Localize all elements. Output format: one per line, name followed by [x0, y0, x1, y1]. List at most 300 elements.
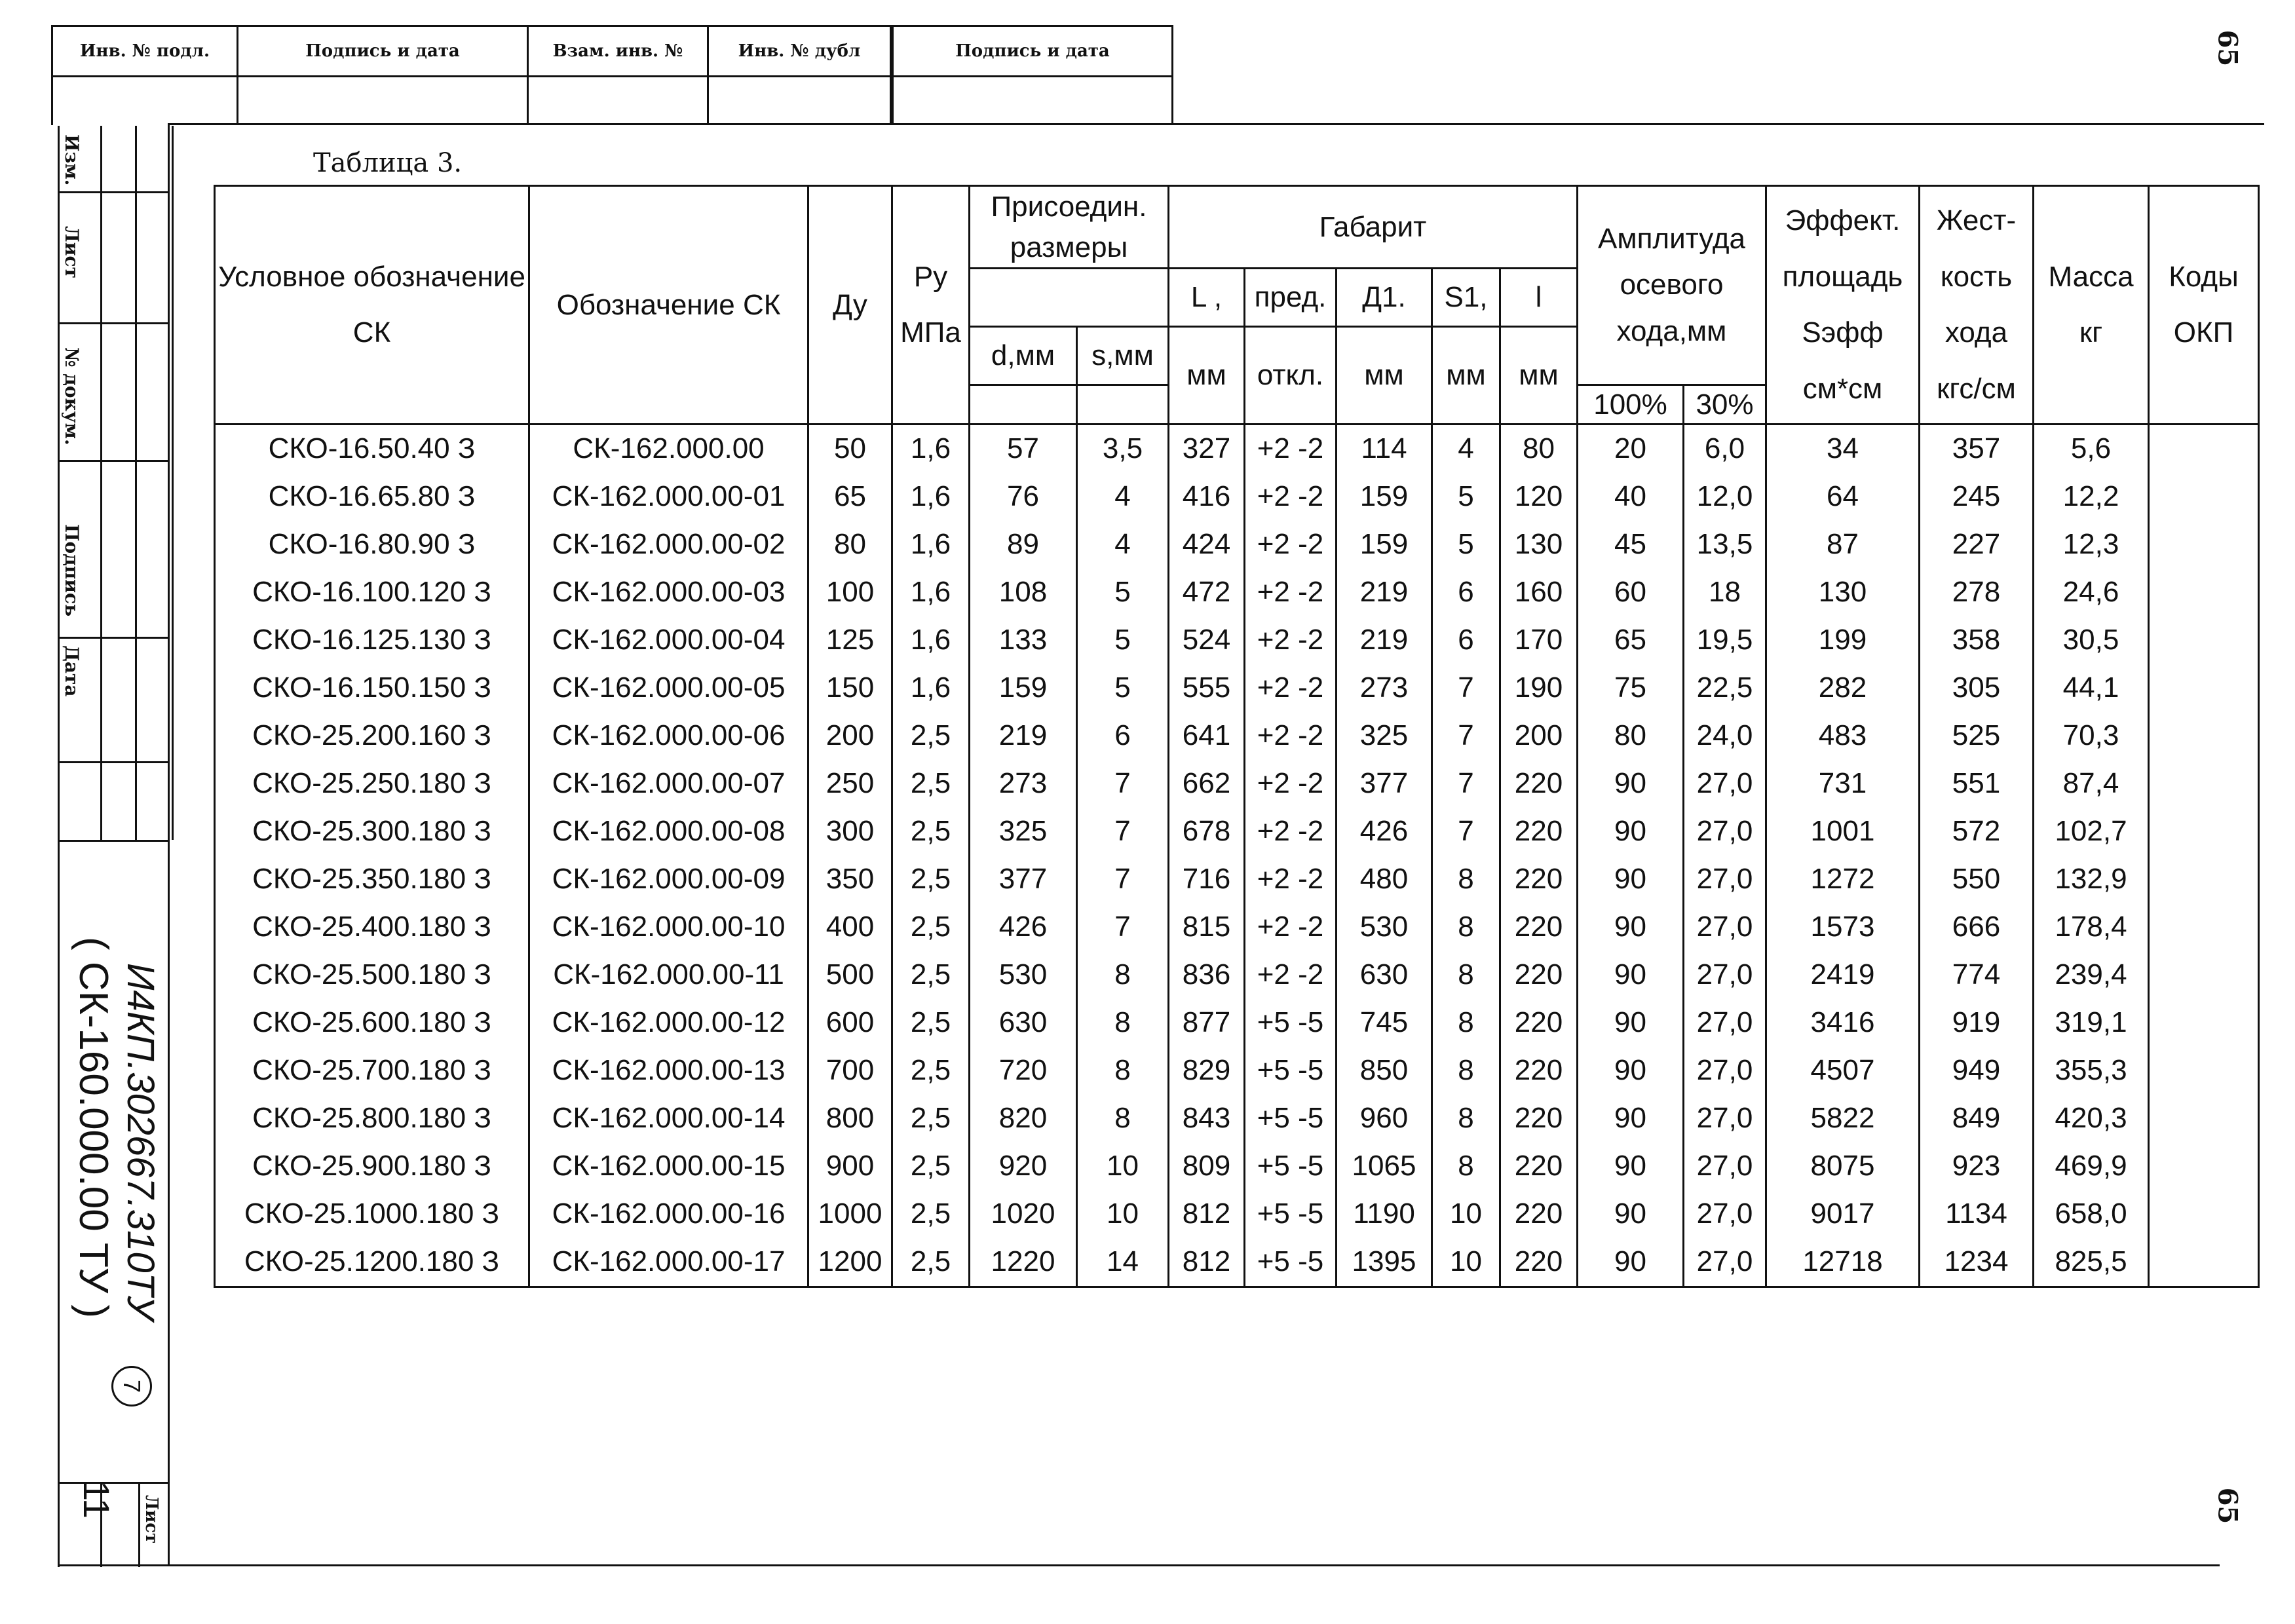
cell-mass: 12,2 — [2034, 473, 2149, 521]
cell-du: 250 — [808, 760, 892, 808]
cell-l: 220 — [1500, 999, 1578, 1047]
cell-okp — [2149, 760, 2259, 808]
cell-amp30: 27,0 — [1684, 1142, 1766, 1190]
cell-designation: СК-162.000.00-01 — [529, 473, 808, 521]
cell-du: 100 — [808, 569, 892, 616]
cell-stiffness: 550 — [1920, 856, 2034, 903]
cell-stiffness: 358 — [1920, 616, 2034, 664]
cell-S1: 7 — [1432, 760, 1500, 808]
cell-name: СКО-25.700.180 З — [215, 1047, 529, 1095]
cell-l: 200 — [1500, 712, 1578, 760]
side-label-list: Лист — [61, 226, 83, 278]
cell-py: 2,5 — [892, 712, 970, 760]
cell-L: 641 — [1169, 712, 1245, 760]
side-label-list-bottom: Лист — [142, 1495, 161, 1544]
cell-amp30: 27,0 — [1684, 1190, 1766, 1238]
cell-d: 377 — [970, 856, 1077, 903]
cell-du: 80 — [808, 521, 892, 569]
cell-area: 199 — [1766, 616, 1920, 664]
cell-mass: 5,6 — [2034, 424, 2149, 473]
header-py-label: Ру — [913, 260, 948, 293]
cell-stiffness: 305 — [1920, 664, 2034, 712]
cell-L: 555 — [1169, 664, 1245, 712]
cell-py: 1,6 — [892, 521, 970, 569]
cell-S1: 8 — [1432, 1095, 1500, 1142]
cell-l: 130 — [1500, 521, 1578, 569]
cell-designation: СК-162.000.00-17 — [529, 1238, 808, 1287]
cell-s: 5 — [1077, 616, 1169, 664]
cell-l: 220 — [1500, 903, 1578, 951]
cell-amp30: 27,0 — [1684, 808, 1766, 856]
cell-amp100: 90 — [1578, 999, 1684, 1047]
cell-area: 12718 — [1766, 1238, 1920, 1287]
header-s-mm: s,мм — [1077, 326, 1169, 385]
cell-area: 130 — [1766, 569, 1920, 616]
cell-d: 89 — [970, 521, 1077, 569]
cell-okp — [2149, 473, 2259, 521]
cell-py: 1,6 — [892, 424, 970, 473]
cell-L: 877 — [1169, 999, 1245, 1047]
cell-stiffness: 1234 — [1920, 1238, 2034, 1287]
cell-s: 3,5 — [1077, 424, 1169, 473]
cell-d: 530 — [970, 951, 1077, 999]
cell-D1: 1190 — [1337, 1190, 1432, 1238]
header-py-unit: МПа — [900, 316, 961, 349]
cell-stiffness: 849 — [1920, 1095, 2034, 1142]
table-caption: Таблица 3. — [313, 148, 463, 178]
cell-D1: 114 — [1337, 424, 1432, 473]
table-row — [215, 760, 2259, 808]
cell-l: 120 — [1500, 473, 1578, 521]
cell-L: 662 — [1169, 760, 1245, 808]
cell-mass: 44,1 — [2034, 664, 2149, 712]
cell-area: 282 — [1766, 664, 1920, 712]
cell-amp100: 20 — [1578, 424, 1684, 473]
cell-mass: 420,3 — [2034, 1095, 2149, 1142]
side-label-podpis: Подпись — [61, 524, 83, 617]
cell-mass: 658,0 — [2034, 1190, 2149, 1238]
cell-d: 219 — [970, 712, 1077, 760]
cell-amp30: 22,5 — [1684, 664, 1766, 712]
cell-D1: 219 — [1337, 616, 1432, 664]
cell-mass: 87,4 — [2034, 760, 2149, 808]
cell-pred-otkl: +2 -2 — [1245, 903, 1337, 951]
cell-amp100: 75 — [1578, 664, 1684, 712]
cell-S1: 5 — [1432, 521, 1500, 569]
cell-amp100: 90 — [1578, 903, 1684, 951]
cell-l: 80 — [1500, 424, 1578, 473]
cell-name: СКО-16.125.130 З — [215, 616, 529, 664]
cell-mass: 355,3 — [2034, 1047, 2149, 1095]
table-row — [215, 664, 2259, 712]
cell-D1: 850 — [1337, 1047, 1432, 1095]
cell-stiffness: 525 — [1920, 712, 2034, 760]
cell-mass: 469,9 — [2034, 1142, 2149, 1190]
side-label-n-dokum: № докум. — [61, 347, 83, 445]
table-row — [215, 1238, 2259, 1287]
cell-du: 1200 — [808, 1238, 892, 1287]
cell-area: 1272 — [1766, 856, 1920, 903]
frame-top-line — [168, 123, 2264, 125]
side-stamp — [58, 126, 170, 1567]
cell-py: 2,5 — [892, 808, 970, 856]
cell-okp — [2149, 999, 2259, 1047]
table-row — [215, 1047, 2259, 1095]
cell-s: 7 — [1077, 903, 1169, 951]
cell-du: 500 — [808, 951, 892, 999]
cell-S1: 8 — [1432, 999, 1500, 1047]
cell-amp100: 90 — [1578, 1047, 1684, 1095]
cell-amp100: 90 — [1578, 1142, 1684, 1190]
cell-d: 133 — [970, 616, 1077, 664]
cell-designation: СК-162.000.00-07 — [529, 760, 808, 808]
cell-D1: 377 — [1337, 760, 1432, 808]
header-mass-label: Масса — [2048, 260, 2134, 293]
cell-area: 4507 — [1766, 1047, 1920, 1095]
cell-okp — [2149, 903, 2259, 951]
cell-name: СКО-16.65.80 З — [215, 473, 529, 521]
cell-designation: СК-162.000.00-12 — [529, 999, 808, 1047]
cell-S1: 4 — [1432, 424, 1500, 473]
cell-stiffness: 227 — [1920, 521, 2034, 569]
cell-l: 160 — [1500, 569, 1578, 616]
cell-okp — [2149, 664, 2259, 712]
header-area-label: Эффект. площадь — [1782, 204, 1903, 293]
header-amp-30: 30% — [1684, 385, 1766, 424]
cell-d: 720 — [970, 1047, 1077, 1095]
cell-L: 327 — [1169, 424, 1245, 473]
cell-S1: 8 — [1432, 856, 1500, 903]
cell-okp — [2149, 712, 2259, 760]
cell-S1: 6 — [1432, 569, 1500, 616]
revision-circle-number: 7 — [119, 1379, 145, 1393]
cell-mass: 24,6 — [2034, 569, 2149, 616]
header-mass-unit: кг — [2079, 316, 2103, 349]
cell-pred-otkl: +2 -2 — [1245, 664, 1337, 712]
header-stiffness — [1920, 186, 2034, 425]
table-row — [215, 903, 2259, 951]
header-L-unit: мм — [1169, 326, 1245, 424]
cell-L: 829 — [1169, 1047, 1245, 1095]
header-okp: Коды ОКП — [2149, 186, 2259, 425]
cell-D1: 630 — [1337, 951, 1432, 999]
cell-du: 600 — [808, 999, 892, 1047]
cell-amp30: 24,0 — [1684, 712, 1766, 760]
side-change-columns — [100, 126, 174, 840]
cell-designation: СК-162.000.00 — [529, 424, 808, 473]
cell-okp — [2149, 808, 2259, 856]
header-py — [892, 186, 970, 425]
stamp-podpis-data-2 — [890, 27, 1171, 125]
cell-S1: 6 — [1432, 616, 1500, 664]
cell-amp30: 12,0 — [1684, 473, 1766, 521]
cell-amp100: 40 — [1578, 473, 1684, 521]
cell-amp30: 27,0 — [1684, 951, 1766, 999]
cell-okp — [2149, 424, 2259, 473]
header-l: l — [1500, 269, 1578, 327]
cell-designation: СК-162.000.00-10 — [529, 903, 808, 951]
cell-D1: 480 — [1337, 856, 1432, 903]
cell-du: 150 — [808, 664, 892, 712]
cell-okp — [2149, 951, 2259, 999]
cell-d: 1220 — [970, 1238, 1077, 1287]
cell-S1: 8 — [1432, 1142, 1500, 1190]
cell-py: 1,6 — [892, 569, 970, 616]
header-S1: S1, — [1432, 269, 1500, 327]
cell-py: 2,5 — [892, 999, 970, 1047]
cell-name: СКО-25.250.180 З — [215, 760, 529, 808]
cell-D1: 426 — [1337, 808, 1432, 856]
page-number-top: 65 — [2212, 29, 2243, 67]
stamp-podpis-data-1 — [237, 27, 527, 125]
cell-amp30: 13,5 — [1684, 521, 1766, 569]
cell-pred-otkl: +2 -2 — [1245, 473, 1337, 521]
cell-du: 900 — [808, 1142, 892, 1190]
cell-amp100: 90 — [1578, 1238, 1684, 1287]
cell-l: 220 — [1500, 760, 1578, 808]
stamp-vzam-inv-label: Взам. инв. № — [529, 27, 707, 77]
cell-L: 843 — [1169, 1095, 1245, 1142]
cell-py: 2,5 — [892, 856, 970, 903]
cell-s: 7 — [1077, 856, 1169, 903]
cell-amp100: 90 — [1578, 808, 1684, 856]
cell-mass: 319,1 — [2034, 999, 2149, 1047]
cell-py: 1,6 — [892, 616, 970, 664]
cell-area: 34 — [1766, 424, 1920, 473]
cell-designation: СК-162.000.00-04 — [529, 616, 808, 664]
cell-d: 820 — [970, 1095, 1077, 1142]
cell-amp30: 27,0 — [1684, 1095, 1766, 1142]
cell-s: 4 — [1077, 521, 1169, 569]
stamp-inv-podl-label: Инв. № подл. — [53, 27, 237, 77]
cell-name: СКО-25.900.180 З — [215, 1142, 529, 1190]
cell-s: 8 — [1077, 951, 1169, 999]
stamp-vzam-inv — [527, 27, 707, 125]
cell-amp100: 90 — [1578, 856, 1684, 903]
cell-okp — [2149, 1238, 2259, 1287]
compensator-table — [214, 185, 2260, 1288]
cell-py: 2,5 — [892, 903, 970, 951]
cell-py: 1,6 — [892, 473, 970, 521]
cell-mass: 132,9 — [2034, 856, 2149, 903]
cell-stiffness: 551 — [1920, 760, 2034, 808]
header-area-unit: см*см — [1802, 373, 1883, 406]
cell-s: 5 — [1077, 569, 1169, 616]
table-row — [215, 808, 2259, 856]
cell-du: 700 — [808, 1047, 892, 1095]
cell-pred-otkl: +5 -5 — [1245, 999, 1337, 1047]
cell-area: 5822 — [1766, 1095, 1920, 1142]
header-prisoed: Присоедин. размеры — [970, 186, 1169, 269]
cell-s: 4 — [1077, 473, 1169, 521]
cell-name: СКО-25.300.180 З — [215, 808, 529, 856]
cell-stiffness: 949 — [1920, 1047, 2034, 1095]
cell-du: 300 — [808, 808, 892, 856]
cell-L: 424 — [1169, 521, 1245, 569]
cell-okp — [2149, 1142, 2259, 1190]
cell-py: 2,5 — [892, 1095, 970, 1142]
cell-designation: СК-162.000.00-03 — [529, 569, 808, 616]
cell-area: 87 — [1766, 521, 1920, 569]
cell-amp100: 90 — [1578, 760, 1684, 808]
cell-mass: 825,5 — [2034, 1238, 2149, 1287]
side-label-data: Дата — [61, 645, 83, 697]
cell-d: 57 — [970, 424, 1077, 473]
cell-du: 400 — [808, 903, 892, 951]
header-area — [1766, 186, 1920, 425]
cell-amp100: 90 — [1578, 951, 1684, 999]
cell-name: СКО-25.800.180 З — [215, 1095, 529, 1142]
stamp-inv-podl — [51, 27, 237, 125]
cell-D1: 219 — [1337, 569, 1432, 616]
cell-amp30: 27,0 — [1684, 856, 1766, 903]
cell-designation: СК-162.000.00-05 — [529, 664, 808, 712]
cell-name: СКО-25.200.160 З — [215, 712, 529, 760]
stamp-inv-dubl-label: Инв. № дубл — [709, 27, 890, 77]
page-number-bottom: 65 — [2212, 1487, 2243, 1524]
cell-amp30: 19,5 — [1684, 616, 1766, 664]
cell-area: 731 — [1766, 760, 1920, 808]
cell-mass: 12,3 — [2034, 521, 2149, 569]
cell-s: 7 — [1077, 808, 1169, 856]
cell-amp30: 27,0 — [1684, 1047, 1766, 1095]
cell-pred-otkl: +2 -2 — [1245, 521, 1337, 569]
cell-area: 8075 — [1766, 1142, 1920, 1190]
cell-pred-otkl: +5 -5 — [1245, 1142, 1337, 1190]
cell-amp100: 90 — [1578, 1190, 1684, 1238]
table-row — [215, 521, 2259, 569]
cell-name: СКО-16.150.150 З — [215, 664, 529, 712]
cell-mass: 30,5 — [2034, 616, 2149, 664]
cell-S1: 7 — [1432, 664, 1500, 712]
cell-s: 10 — [1077, 1142, 1169, 1190]
header-l-unit: мм — [1500, 326, 1578, 424]
cell-L: 836 — [1169, 951, 1245, 999]
table-row — [215, 569, 2259, 616]
header-gabarit: Габарит — [1169, 186, 1578, 269]
cell-stiffness: 357 — [1920, 424, 2034, 473]
cell-area: 9017 — [1766, 1190, 1920, 1238]
cell-designation: СК-162.000.00-16 — [529, 1190, 808, 1238]
cell-L: 815 — [1169, 903, 1245, 951]
header-area-sym: Sэфф — [1802, 316, 1884, 349]
cell-stiffness: 774 — [1920, 951, 2034, 999]
header-stiffness-label: Жест- кость хода — [1936, 204, 2017, 349]
cell-l: 190 — [1500, 664, 1578, 712]
cell-l: 220 — [1500, 856, 1578, 903]
cell-pred-otkl: +2 -2 — [1245, 951, 1337, 999]
cell-mass: 178,4 — [2034, 903, 2149, 951]
cell-area: 3416 — [1766, 999, 1920, 1047]
cell-l: 170 — [1500, 616, 1578, 664]
table-body — [215, 424, 2259, 1287]
cell-pred-otkl: +2 -2 — [1245, 760, 1337, 808]
cell-designation: СК-162.000.00-08 — [529, 808, 808, 856]
cell-name: СКО-25.400.180 З — [215, 903, 529, 951]
header-du: Ду — [808, 186, 892, 425]
cell-name: СКО-25.600.180 З — [215, 999, 529, 1047]
header-mass — [2034, 186, 2149, 425]
side-label-izm: Изм. — [61, 134, 83, 186]
doc-code-parenthetical: ( СК-160.000.00 ТУ ) — [71, 937, 116, 1319]
cell-stiffness: 666 — [1920, 903, 2034, 951]
cell-D1: 530 — [1337, 903, 1432, 951]
cell-D1: 960 — [1337, 1095, 1432, 1142]
cell-pred-otkl: +2 -2 — [1245, 808, 1337, 856]
frame-bottom-line — [58, 1564, 2220, 1566]
cell-d: 108 — [970, 569, 1077, 616]
header-stiffness-unit: кгс/см — [1937, 373, 2016, 406]
cell-du: 800 — [808, 1095, 892, 1142]
cell-L: 812 — [1169, 1190, 1245, 1238]
cell-pred-otkl: +2 -2 — [1245, 424, 1337, 473]
cell-D1: 1395 — [1337, 1238, 1432, 1287]
cell-d: 920 — [970, 1142, 1077, 1190]
cell-amp30: 27,0 — [1684, 999, 1766, 1047]
cell-mass: 70,3 — [2034, 712, 2149, 760]
cell-d: 325 — [970, 808, 1077, 856]
cell-s: 6 — [1077, 712, 1169, 760]
cell-py: 2,5 — [892, 1190, 970, 1238]
cell-du: 125 — [808, 616, 892, 664]
cell-L: 812 — [1169, 1238, 1245, 1287]
cell-designation: СК-162.000.00-15 — [529, 1142, 808, 1190]
cell-du: 65 — [808, 473, 892, 521]
cell-du: 200 — [808, 712, 892, 760]
header-name: Условное обозначение СК — [215, 186, 529, 425]
cell-area: 1001 — [1766, 808, 1920, 856]
cell-designation: СК-162.000.00-06 — [529, 712, 808, 760]
cell-py: 2,5 — [892, 951, 970, 999]
cell-pred-otkl: +2 -2 — [1245, 712, 1337, 760]
cell-l: 220 — [1500, 1047, 1578, 1095]
cell-area: 483 — [1766, 712, 1920, 760]
cell-D1: 325 — [1337, 712, 1432, 760]
cell-name: СКО-25.500.180 З — [215, 951, 529, 999]
cell-stiffness: 923 — [1920, 1142, 2034, 1190]
cell-s: 8 — [1077, 1047, 1169, 1095]
cell-okp — [2149, 616, 2259, 664]
cell-stiffness: 919 — [1920, 999, 2034, 1047]
cell-S1: 5 — [1432, 473, 1500, 521]
cell-s: 5 — [1077, 664, 1169, 712]
table-row — [215, 856, 2259, 903]
cell-okp — [2149, 569, 2259, 616]
cell-pred-otkl: +2 -2 — [1245, 616, 1337, 664]
cell-L: 416 — [1169, 473, 1245, 521]
cell-d: 426 — [970, 903, 1077, 951]
cell-l: 220 — [1500, 951, 1578, 999]
header-designation: Обозначение СК — [529, 186, 808, 425]
cell-designation: СК-162.000.00-14 — [529, 1095, 808, 1142]
stamp-podpis-data-1-label: Подпись и дата — [238, 27, 527, 77]
cell-s: 8 — [1077, 999, 1169, 1047]
cell-stiffness: 1134 — [1920, 1190, 2034, 1238]
header-pred: пред. — [1245, 269, 1337, 327]
cell-l: 220 — [1500, 1095, 1578, 1142]
table-row — [215, 1095, 2259, 1142]
cell-amp30: 18 — [1684, 569, 1766, 616]
cell-pred-otkl: +5 -5 — [1245, 1095, 1337, 1142]
sheet-number: 11 — [76, 1481, 117, 1519]
cell-okp — [2149, 1095, 2259, 1142]
cell-name: СКО-25.350.180 З — [215, 856, 529, 903]
cell-l: 220 — [1500, 1238, 1578, 1287]
cell-name: СКО-16.100.120 З — [215, 569, 529, 616]
table-row — [215, 999, 2259, 1047]
cell-designation: СК-162.000.00-09 — [529, 856, 808, 903]
doc-code: И4КП.302667.310ТУ — [119, 963, 162, 1320]
